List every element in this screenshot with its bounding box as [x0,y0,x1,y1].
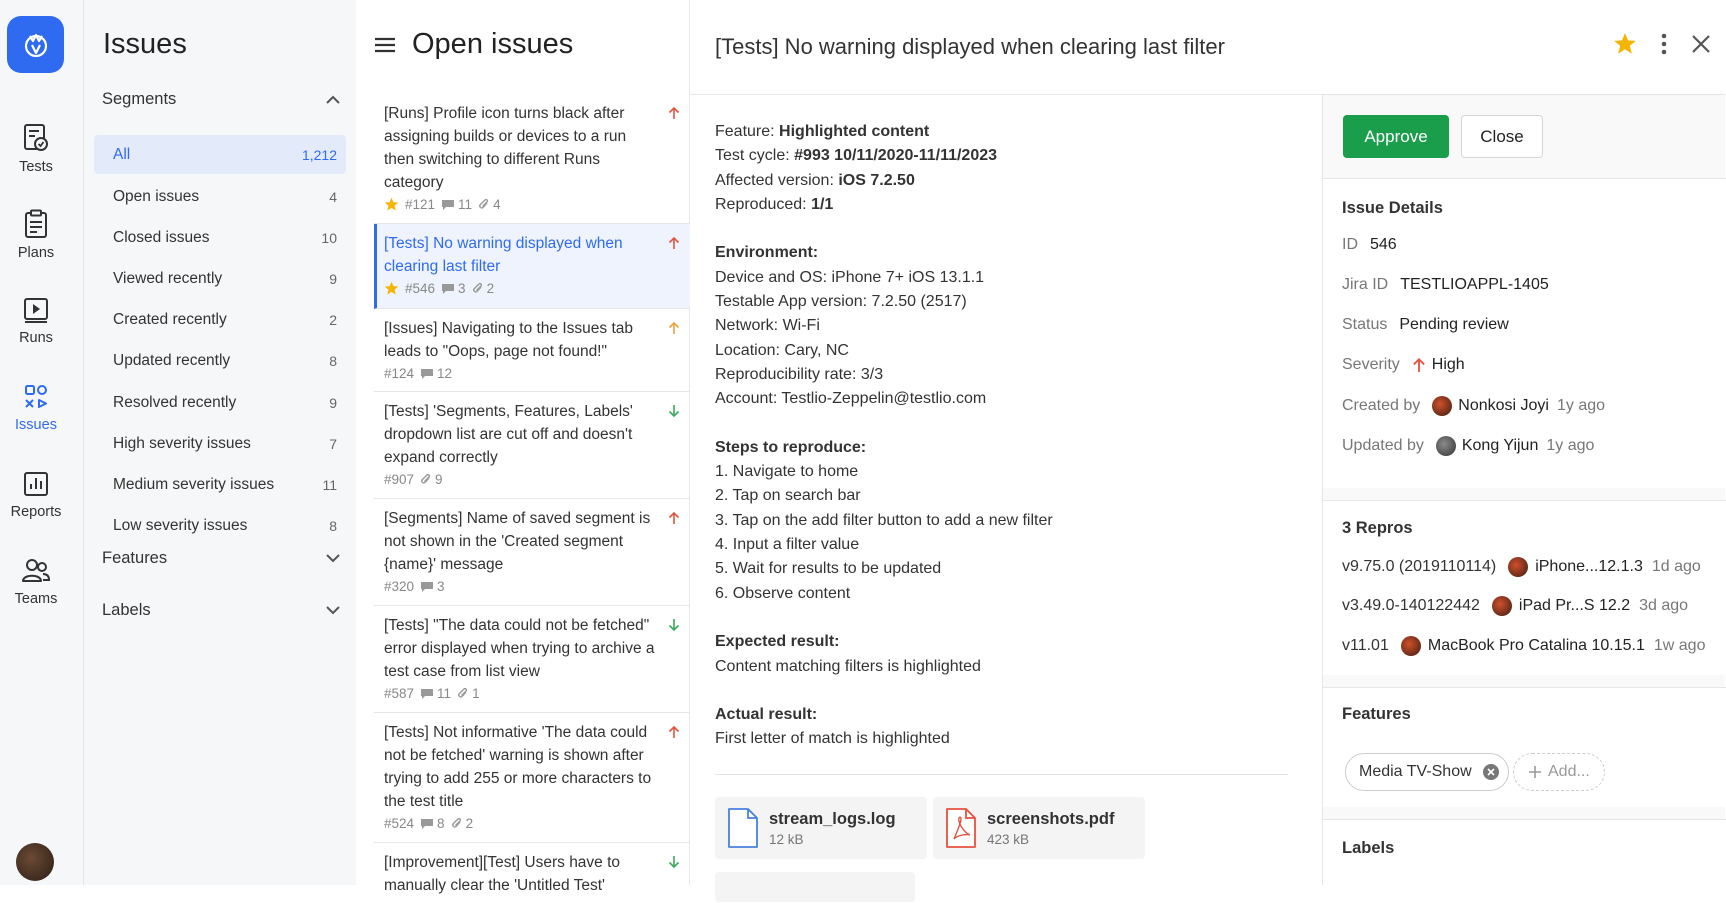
updated-row [1342,436,1594,456]
attachments-count [478,197,501,212]
issue-list-panel [356,0,690,894]
segment-count: 9 [329,270,337,287]
issue-title: [Improvement][Test] Users have to manually clear the 'Untitled Test' [384,854,621,894]
nav-label: Reports [10,504,62,520]
repro-ago: 1w ago [1653,637,1706,654]
issue-id: #907 [384,472,415,487]
segment-label: Viewed recently [113,269,223,287]
comments-value: 8 [437,816,445,831]
nav-item-reports[interactable] [0,470,72,520]
segment-label: All [113,145,131,163]
avatar [1401,636,1421,656]
nav-label: Teams [14,591,58,607]
status-label: Status [1342,316,1388,333]
nav-item-runs[interactable] [0,296,72,346]
list-header [374,28,573,61]
cycle-value: #993 10/11/2020-11/11/2023 [794,147,998,165]
status-value: Pending review [1399,316,1509,333]
page-title: Issues [103,28,187,60]
comments-value: 3 [437,579,445,594]
repro-device: iPad Pr...S 12.2 [1518,597,1631,614]
env-line: Location: Cary, NC [715,341,849,359]
attachments-value: 4 [493,197,501,212]
env-line: Device and OS: iPhone 7+ iOS 13.1.1 [715,268,985,286]
issue-row[interactable] [374,713,690,843]
issue-row[interactable] [374,843,690,903]
segment-item-all[interactable] [94,135,346,174]
attachments-count [420,472,443,487]
repro-row[interactable] [1342,636,1705,656]
segment-count: 4 [329,188,337,205]
issue-row[interactable] [374,392,690,499]
repro-ago: 1d ago [1651,558,1701,575]
issue-row[interactable] [374,606,690,713]
steps-heading: Steps to reproduce: [715,438,867,456]
segment-label: Open issues [113,187,200,205]
repros-section [1323,500,1726,675]
actual-text: First letter of match is highlighted [715,730,950,748]
segments-toggle[interactable] [102,90,340,109]
issue-id: #546 [405,281,436,296]
issue-title: [Runs] Profile icon turns black after assigning builds or devices to a run then switching to different Runs category [384,105,627,191]
jira-row [1342,276,1549,294]
issue-title: [Tests] No warning displayed when clearing last filter [384,235,623,275]
nav-rail [0,0,84,885]
jira-label: Jira ID [1342,276,1389,293]
avatar [1436,436,1456,456]
actual-heading: Actual result: [715,706,818,724]
file-size: 423 kB [987,831,1030,847]
attachments-value: 2 [465,816,474,831]
repro-row[interactable] [1342,596,1688,616]
issue-meta [384,472,656,487]
segment-item[interactable] [94,506,346,547]
segment-count: 7 [329,435,337,452]
features-heading: Features [1342,705,1411,723]
attachment-file[interactable] [715,872,915,902]
attachment-icon [451,817,463,830]
id-row [1342,236,1397,254]
nav-item-issues[interactable] [0,383,72,433]
issue-title: [Segments] Name of saved segment is not shown in the 'Created segment {name}' message [384,510,651,573]
cycle-label: Test cycle: [715,147,790,165]
issue-title: [Tests] Not informative 'The data could not be fetched' warning is shown after trying to add 255 or more characters to the test title [384,724,652,810]
severity-value: High [1431,356,1465,373]
issue-id: #320 [384,579,415,594]
severity-label: Severity [1342,356,1400,373]
segment-count: 8 [329,353,337,370]
nav-label: Runs [19,330,53,346]
created-label: Created by [1342,397,1421,414]
segment-item[interactable] [94,423,346,464]
segment-item[interactable] [94,217,346,258]
updated-by-wrap [1436,436,1539,456]
comments-value: 12 [437,366,453,381]
labels-toggle[interactable] [102,601,340,620]
attachments-count [457,686,480,701]
severity-low-icon [668,855,680,869]
environment-heading: Environment: [715,244,819,262]
reproduced-line [715,193,1305,217]
feature-chip-label: Media TV-Show [1359,763,1472,780]
comments-count [441,197,472,212]
feature-label: Feature: [715,123,775,140]
issue-id: #587 [384,686,415,701]
issue-row[interactable] [374,499,690,606]
segments-panel [84,0,356,885]
repro-ago: 3d ago [1639,597,1689,614]
remove-icon[interactable] [1482,763,1500,781]
repro-device-wrap [1492,596,1630,616]
severity-value-wrap [1412,356,1465,374]
reproduced-label: Reproduced: [715,195,807,213]
comments-count [441,281,466,296]
comments-value: 11 [458,197,473,212]
cycle-line [715,144,1305,168]
severity-low-icon [668,618,680,632]
attachment-icon [457,687,469,700]
more-options-icon[interactable] [1661,33,1667,55]
segment-item[interactable] [94,341,346,382]
file-size: 12 kB [769,831,804,847]
labels-header: Labels [102,601,151,619]
severity-high-icon [668,511,680,525]
comments-value: 3 [458,281,466,296]
comment-icon [420,368,434,380]
logo-icon [21,30,51,60]
add-feature-button[interactable] [1513,753,1605,791]
add-label: Add... [1548,763,1590,780]
id-label: ID [1342,236,1358,253]
step-line: 5. Wait for results to be updated [715,560,942,578]
app-logo[interactable] [7,16,64,73]
repros-heading: 3 Repros [1342,519,1413,537]
issue-id: #124 [384,366,415,381]
repro-device-wrap [1401,636,1645,656]
attachments-value: 2 [486,281,495,296]
plans-icon [22,209,50,239]
version-value: iOS 7.2.50 [838,171,915,189]
expected-heading: Expected result: [715,633,840,651]
feature-value: Highlighted content [779,123,930,140]
env-line: Account: Testlio-Zeppelin@testlio.com [715,390,987,408]
segment-label: Low severity issues [113,517,248,535]
id-value: 546 [1370,236,1397,253]
severity-high-icon [668,236,680,250]
env-line: Reproducibility rate: 3/3 [715,365,884,383]
comment-icon [420,581,434,593]
attachments-value: 1 [472,686,480,701]
teams-icon [21,557,51,585]
updated-ago: 1y ago [1546,437,1595,454]
close-icon[interactable] [1691,34,1711,54]
feature-line [715,120,1305,144]
nav-item-tests[interactable] [0,123,72,175]
runs-icon [22,296,50,324]
updated-label: Updated by [1342,437,1424,454]
updated-by: Kong Yijun [1461,437,1539,454]
created-ago: 1y ago [1556,397,1606,414]
comments-count [420,366,452,381]
segment-label: High severity issues [113,434,251,452]
star-icon [384,281,399,296]
comment-icon [441,199,455,211]
repro-row[interactable] [1342,557,1701,577]
segment-count: 10 [321,229,337,246]
segment-item[interactable] [94,300,346,341]
step-line: 4. Input a filter value [715,536,860,554]
attachment-file[interactable] [715,797,927,859]
env-line: Network: Wi-Fi [715,317,820,335]
issue-meta [384,366,656,381]
version-line [715,169,1305,193]
details-heading: Issue Details [1342,199,1443,217]
user-avatar[interactable] [16,843,54,881]
segment-count: 11 [322,476,337,493]
severity-row [1342,356,1465,374]
segment-count: 1,212 [301,146,337,163]
issue-title: [Tests] "The data could not be fetched" error displayed when trying to archive a test case from list view [384,617,655,680]
step-line: 6. Observe content [715,584,851,602]
issue-row[interactable] [374,309,690,392]
issue-description [715,120,1305,752]
attachment-icon [420,473,432,486]
avatar [1492,596,1512,616]
severity-high-icon [668,725,680,739]
avatar [1508,557,1528,577]
details-panel [1322,95,1725,885]
star-icon [384,197,399,212]
severity-medium-icon [668,321,680,335]
comments-count [420,579,445,594]
attachments-count [451,816,474,831]
issue-meta [384,281,656,296]
nav-item-teams[interactable] [0,557,72,607]
step-line: 1. Navigate to home [715,463,859,481]
repro-device: MacBook Pro Catalina 10.15.1 [1427,637,1645,654]
reports-icon [22,470,50,498]
labels-heading: Labels [1342,839,1395,857]
avatar [1432,396,1452,416]
issue-meta [384,686,656,701]
step-line: 2. Tap on search bar [715,487,861,505]
repro-version: v9.75.0 (2019110114) [1342,558,1497,575]
header-actions [1613,32,1711,56]
severity-high-icon [668,106,680,120]
chevron-down-icon [326,606,340,615]
labels-section [1323,819,1726,899]
nav-label: Tests [19,159,53,175]
segment-label: Closed issues [113,228,210,246]
repro-device: iPhone...12.1.3 [1535,558,1643,575]
close-button[interactable]: Close [1461,115,1543,158]
segment-label: Created recently [113,311,227,329]
file-name: stream_logs.log [769,809,896,828]
issues-icon [22,383,50,411]
jira-value[interactable]: TESTLIOAPPL-1405 [1400,276,1549,293]
created-by-wrap [1432,396,1549,416]
issue-details-section [1323,178,1726,488]
feature-chip [1345,753,1509,791]
issue-title: [Issues] Navigating to the Issues tab leads to "Oops, page not found!" [384,320,633,360]
star-icon[interactable] [1613,32,1637,56]
segment-label: Updated recently [113,352,231,370]
nav-item-plans[interactable] [0,209,72,261]
menu-icon[interactable] [374,36,396,54]
attachments-value: 9 [435,472,443,487]
expected-text: Content matching filters is highlighted [715,657,981,675]
comments-value: 11 [437,686,452,701]
issue-meta [384,197,656,212]
segment-item[interactable] [94,176,346,217]
reproduced-value: 1/1 [811,195,834,213]
issue-id: #121 [405,197,436,212]
file-name: screenshots.pdf [987,809,1115,828]
created-row [1342,396,1605,416]
issue-row-selected[interactable] [374,224,690,309]
comment-icon [441,283,455,295]
attachment-icon [478,198,490,211]
comments-count [420,816,445,831]
comments-count [420,686,451,701]
tests-icon [22,123,50,153]
segment-list [94,135,346,547]
created-by: Nonkosi Joyi [1458,397,1549,414]
repro-version: v11.01 [1342,637,1389,654]
chevron-up-icon [326,95,340,104]
version-label: Affected version: [715,171,834,189]
segment-count: 9 [329,394,337,411]
nav-label: Issues [15,417,57,433]
attachment-file[interactable] [933,797,1145,859]
issue-id: #524 [384,816,415,831]
issue-title: [Tests] 'Segments, Features, Labels' dropdown list are cut off and doesn't expand correctly [384,403,633,466]
segment-label: Resolved recently [113,393,237,411]
issue-row[interactable] [374,94,690,224]
step-line: 3. Tap on the add filter button to add a new filter [715,511,1053,529]
segment-count: 2 [329,312,337,329]
comment-icon [420,688,434,700]
segment-item[interactable] [94,464,346,505]
file-icon [727,807,759,849]
divider [715,774,1288,775]
segment-count: 8 [329,518,337,535]
repro-device-wrap [1508,557,1643,577]
detail-header [690,0,1725,95]
env-line: Testable App version: 7.2.50 (2517) [715,293,967,311]
chevron-down-icon [326,554,340,563]
features-toggle[interactable] [102,549,340,568]
segment-item[interactable] [94,258,346,299]
approve-button[interactable]: Approve [1343,115,1449,158]
detail-title: [Tests] No warning displayed when clearing last filter [715,34,1225,59]
nav-label: Plans [17,245,55,261]
issue-meta [384,579,656,594]
segment-label: Medium severity issues [113,475,275,493]
issue-meta [384,816,656,831]
attachment-icon [472,282,484,295]
status-row [1342,316,1509,334]
segments-header: Segments [102,90,177,108]
repro-version: v3.49.0-140122442 [1342,597,1480,614]
features-header: Features [102,549,168,567]
severity-low-icon [668,404,680,418]
attachments-count [472,281,495,296]
list-title: Open issues [412,28,574,60]
segment-item[interactable] [94,382,346,423]
severity-high-icon [1412,357,1426,373]
plus-icon [1528,765,1542,779]
pdf-icon [945,807,977,849]
comment-icon [420,818,434,830]
